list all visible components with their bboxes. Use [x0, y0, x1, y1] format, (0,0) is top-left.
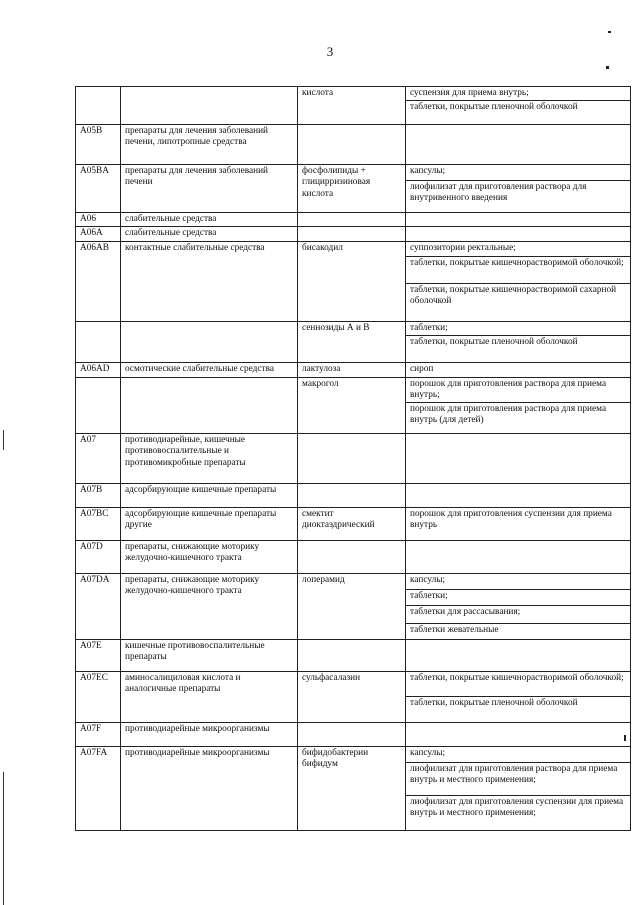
drug-table-container	[75, 86, 631, 831]
substance-cell	[298, 541, 406, 574]
scan-margin-mark	[3, 430, 4, 450]
substance-cell: фосфолипиды + глицирризиновая кислота	[298, 165, 406, 213]
table-row	[76, 574, 631, 590]
substance-cell: сульфасалазин	[298, 672, 406, 723]
substance-cell: кислота	[298, 87, 406, 125]
table-row	[76, 165, 631, 181]
group-name-cell: осмотические слабительные средства	[121, 362, 298, 377]
dosage-form-cell: порошок для приготовления раствора для приема внутрь (для детей)	[406, 403, 631, 434]
table-row	[76, 227, 631, 242]
scan-speck	[608, 31, 611, 33]
table-row	[76, 362, 631, 377]
substance-cell: бисакодил	[298, 242, 406, 321]
group-name-cell: аминосалициловая кислота и аналогичные препараты	[121, 672, 298, 723]
dosage-form-cell	[406, 227, 631, 242]
dosage-form-cell: таблетки;	[406, 321, 631, 335]
dosage-form-cell	[406, 125, 631, 165]
group-name-cell: слабительные средства	[121, 227, 298, 242]
substance-cell	[298, 484, 406, 508]
atc-code-cell: A06A	[76, 227, 121, 242]
dosage-form-cell	[406, 213, 631, 227]
group-name-cell: слабительные средства	[121, 213, 298, 227]
atc-code-cell	[76, 87, 121, 125]
group-name-cell: препараты, снижающие моторику желудочно-кишечного тракта	[121, 541, 298, 574]
substance-cell	[298, 213, 406, 227]
dosage-form-cell: таблетки, покрытые пленочной оболочкой	[406, 335, 631, 362]
table-row	[76, 640, 631, 672]
atc-code-cell: A07	[76, 434, 121, 484]
atc-code-cell: A05B	[76, 125, 121, 165]
dosage-form-cell: порошок для приготовления раствора для приема внутрь;	[406, 377, 631, 402]
dosage-form-cell: капсулы;	[406, 574, 631, 590]
dosage-form-cell: сироп	[406, 362, 631, 377]
dosage-form-cell: таблетки, покрытые кишечнорастворимой сахарной оболочкой	[406, 283, 631, 321]
table-row	[76, 723, 631, 747]
dosage-form-cell: таблетки для рассасывания;	[406, 606, 631, 624]
dosage-form-cell: лиофилизат для приготовления раствора для внутривенного введения	[406, 181, 631, 213]
dosage-form-cell: таблетки, покрытые кишечнорастворимой оболочкой;	[406, 256, 631, 283]
atc-code-cell: A07DA	[76, 574, 121, 640]
atc-code-cell	[76, 321, 121, 362]
group-name-cell: противодиарейные, кишечные противовоспалительные и противомикробные препараты	[121, 434, 298, 484]
dosage-form-cell: таблетки жевательные	[406, 624, 631, 640]
dosage-form-cell	[406, 640, 631, 672]
atc-code-cell: A07E	[76, 640, 121, 672]
table-row	[76, 87, 631, 101]
group-name-cell	[121, 321, 298, 362]
substance-cell: смектит диоктаэдрический	[298, 508, 406, 541]
dosage-form-cell: лиофилизат для приготовления суспензии для приема внутрь и местного применения;	[406, 796, 631, 831]
dosage-form-cell: капсулы;	[406, 165, 631, 181]
table-row	[76, 672, 631, 697]
atc-code-cell: A07FA	[76, 747, 121, 831]
atc-code-cell: A07B	[76, 484, 121, 508]
group-name-cell: контактные слабительные средства	[121, 242, 298, 321]
dosage-form-cell	[406, 541, 631, 574]
substance-cell: лактулоза	[298, 362, 406, 377]
group-name-cell: кишечные противовоспалительные препараты	[121, 640, 298, 672]
table-row	[76, 321, 631, 335]
atc-code-cell: A07D	[76, 541, 121, 574]
atc-code-cell: A06AB	[76, 242, 121, 321]
dosage-form-cell: капсулы;	[406, 747, 631, 763]
substance-cell: сеннозиды А и В	[298, 321, 406, 362]
dosage-form-cell: лиофилизат для приготовления раствора для приема внутрь и местного применения;	[406, 763, 631, 796]
group-name-cell	[121, 87, 298, 125]
atc-code-cell: A05BA	[76, 165, 121, 213]
dosage-form-cell	[406, 723, 631, 747]
drug-table	[75, 86, 631, 831]
group-name-cell	[121, 377, 298, 433]
substance-cell	[298, 723, 406, 747]
group-name-cell: препараты, снижающие моторику желудочно-кишечного тракта	[121, 574, 298, 640]
atc-code-cell: A06	[76, 213, 121, 227]
substance-cell	[298, 125, 406, 165]
page-number: 3	[326, 44, 334, 59]
substance-cell	[298, 434, 406, 484]
group-name-cell: препараты для лечения заболеваний печени	[121, 165, 298, 213]
table-row	[76, 125, 631, 165]
dosage-form-cell: суспензия для приема внутрь;	[406, 87, 631, 101]
dosage-form-cell	[406, 434, 631, 484]
group-name-cell: противодиарейные микроорганизмы	[121, 723, 298, 747]
substance-cell: бифидобактерии бифидум	[298, 747, 406, 831]
dosage-form-cell: порошок для приготовления суспензии для приема внутрь	[406, 508, 631, 541]
atc-code-cell: A07EC	[76, 672, 121, 723]
group-name-cell: адсорбирующие кишечные препараты другие	[121, 508, 298, 541]
dosage-form-cell: таблетки, покрытые пленочной оболочкой	[406, 697, 631, 723]
dosage-form-cell: таблетки, покрытые пленочной оболочкой	[406, 101, 631, 125]
substance-cell: макрогол	[298, 377, 406, 433]
table-row	[76, 434, 631, 484]
substance-cell: лоперамид	[298, 574, 406, 640]
substance-cell	[298, 227, 406, 242]
table-row	[76, 484, 631, 508]
table-row	[76, 747, 631, 763]
dosage-form-cell: суппозитории ректальные;	[406, 242, 631, 256]
scan-speck	[606, 66, 609, 69]
table-row	[76, 213, 631, 227]
dosage-form-cell	[406, 484, 631, 508]
atc-code-cell: A06AD	[76, 362, 121, 377]
atc-code-cell: A07F	[76, 723, 121, 747]
table-row	[76, 508, 631, 541]
table-row	[76, 377, 631, 402]
scan-margin-mark	[3, 772, 4, 905]
group-name-cell: противодиарейные микроорганизмы	[121, 747, 298, 831]
dosage-form-cell: таблетки;	[406, 590, 631, 606]
dosage-form-cell: таблетки, покрытые кишечнорастворимой оболочкой;	[406, 672, 631, 697]
table-row	[76, 242, 631, 256]
drug-table-body	[76, 87, 631, 831]
group-name-cell: адсорбирующие кишечные препараты	[121, 484, 298, 508]
atc-code-cell: A07BC	[76, 508, 121, 541]
table-row	[76, 541, 631, 574]
substance-cell	[298, 640, 406, 672]
atc-code-cell	[76, 377, 121, 433]
group-name-cell: препараты для лечения заболеваний печени, липотропные средства	[121, 125, 298, 165]
